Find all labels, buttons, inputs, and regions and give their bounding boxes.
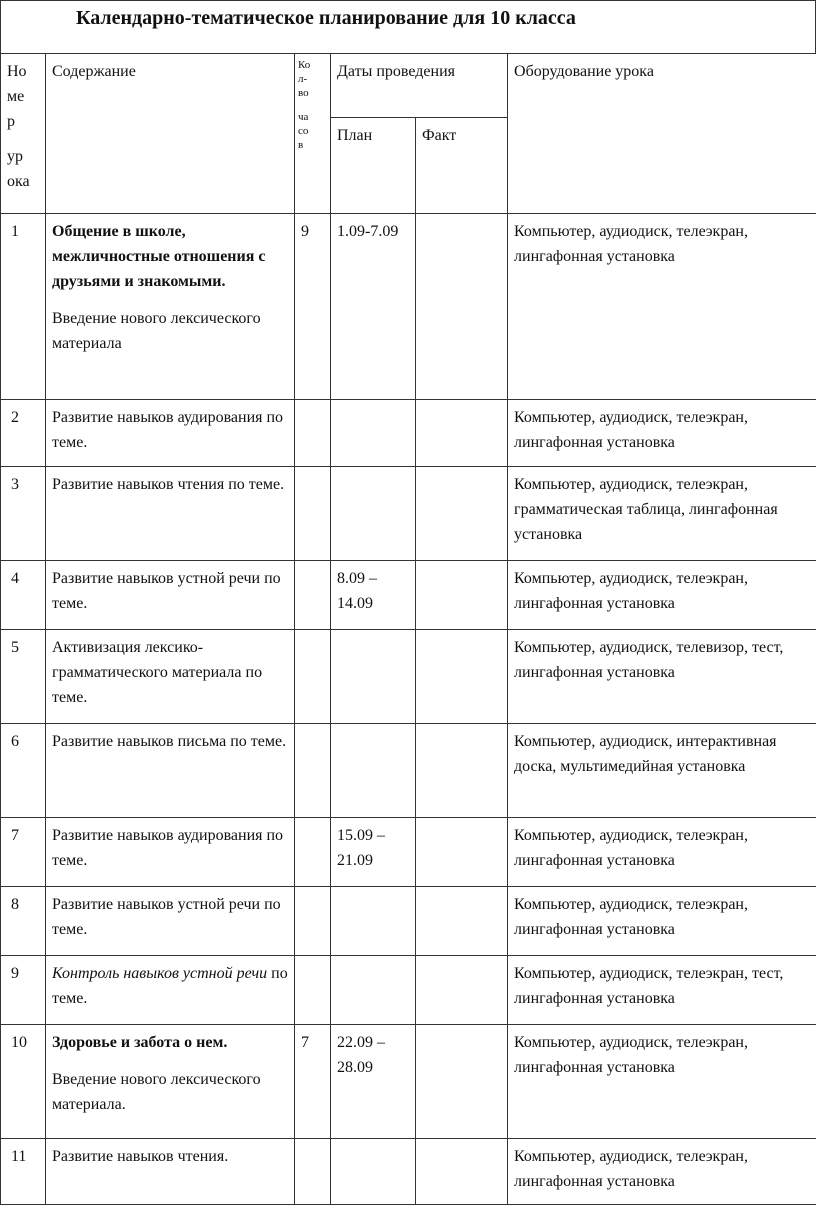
lesson-number: 11 (1, 1139, 46, 1205)
lesson-hours (295, 400, 331, 467)
lesson-hours (295, 1139, 331, 1205)
lesson-equipment: Компьютер, аудиодиск, телеэкран, лингафонная установка (508, 214, 816, 400)
header-num-gap (7, 134, 40, 144)
header-hours-line: Ко (298, 59, 311, 71)
header-num-line: р (7, 113, 15, 130)
lesson-hours: 9 (295, 214, 331, 400)
table-row (1, 214, 816, 400)
lesson-fact-date (416, 818, 508, 887)
lesson-content: Развитие навыков аудирования по теме. (46, 818, 295, 887)
lesson-equipment: Компьютер, аудиодиск, телевизор, тест, лингафонная установка (508, 630, 816, 724)
lesson-plan-date (331, 887, 416, 956)
header-hours-line: л- (298, 73, 308, 85)
lesson-hours (295, 887, 331, 956)
lesson-content: Развитие навыков чтения. (46, 1139, 295, 1205)
lesson-hours: 7 (295, 1025, 331, 1139)
lesson-fact-date (416, 630, 508, 724)
lesson-number: 3 (1, 467, 46, 561)
lesson-hours (295, 818, 331, 887)
header-hours-line: во (298, 87, 309, 99)
lesson-content-italic: Контроль навыков устной речи (52, 965, 268, 982)
table-row (1, 1025, 816, 1139)
lesson-fact-date (416, 724, 508, 818)
header-fact: Факт (416, 118, 508, 214)
lesson-fact-date (416, 214, 508, 400)
header-hours-line: ча (298, 111, 309, 123)
lesson-content: Активизация лексико-грамматического материала по теме. (46, 630, 295, 724)
lesson-content (46, 214, 295, 400)
lesson-description: Введение нового лексического материала. (52, 1071, 261, 1113)
lesson-content (46, 1025, 295, 1139)
lesson-fact-date (416, 1025, 508, 1139)
header-hours-line: со (298, 125, 309, 137)
header-content: Содержание (46, 54, 295, 214)
lesson-equipment: Компьютер, аудиодиск, телеэкран, лингафонная установка (508, 1139, 816, 1205)
lesson-equipment: Компьютер, аудиодиск, телеэкран, лингафонная установка (508, 400, 816, 467)
lesson-number: 2 (1, 400, 46, 467)
lesson-content (46, 956, 295, 1025)
header-hours-gap (298, 100, 328, 110)
header-row (1, 54, 816, 118)
lesson-description: Введение нового лексического материала (52, 310, 261, 352)
lesson-equipment: Компьютер, аудиодиск, телеэкран, лингафонная установка (508, 561, 816, 630)
lesson-number: 6 (1, 724, 46, 818)
lesson-content-rest: по теме. (52, 965, 288, 1007)
lesson-fact-date (416, 561, 508, 630)
schedule-table (0, 53, 816, 1205)
lesson-equipment: Компьютер, аудиодиск, интерактивная доска, мультимедийная установка (508, 724, 816, 818)
table-row (1, 630, 816, 724)
table-row (1, 561, 816, 630)
lesson-hours (295, 956, 331, 1025)
lesson-hours (295, 561, 331, 630)
lesson-number: 10 (1, 1025, 46, 1139)
lesson-plan-date: 1.09-7.09 (331, 214, 416, 400)
lesson-number: 9 (1, 956, 46, 1025)
lesson-number: 4 (1, 561, 46, 630)
lesson-equipment: Компьютер, аудиодиск, телеэкран, лингафонная установка (508, 818, 816, 887)
lesson-plan-date (331, 467, 416, 561)
lesson-plan-date (331, 724, 416, 818)
lesson-content: Развитие навыков аудирования по теме. (46, 400, 295, 467)
lesson-hours (295, 467, 331, 561)
header-dates: Даты проведения (331, 54, 508, 118)
table-row (1, 467, 816, 561)
lesson-topic: Общение в школе, межличностные отношения с друзьями и знакомыми. (52, 223, 266, 290)
lesson-topic: Здоровье и забота о нем. (52, 1034, 228, 1051)
lesson-number: 1 (1, 214, 46, 400)
header-num-line: Но (7, 63, 27, 80)
table-row (1, 1139, 816, 1205)
lesson-content: Развитие навыков чтения по теме. (46, 467, 295, 561)
header-equipment: Оборудование урока (508, 54, 816, 214)
table-row (1, 818, 816, 887)
lesson-fact-date (416, 467, 508, 561)
header-num-line: ока (7, 173, 30, 190)
lesson-content: Развитие навыков письма по теме. (46, 724, 295, 818)
page-title: Календарно-тематическое планирование для 10 класса (76, 7, 576, 29)
lesson-plan-date (331, 400, 416, 467)
lesson-hours (295, 724, 331, 818)
header-plan: План (331, 118, 416, 214)
lesson-fact-date (416, 1139, 508, 1205)
lesson-plan-date: 8.09 – 14.09 (331, 561, 416, 630)
table-row (1, 887, 816, 956)
lesson-plan-date (331, 956, 416, 1025)
lesson-plan-date (331, 630, 416, 724)
lesson-equipment: Компьютер, аудиодиск, телеэкран, грамматическая таблица, лингафонная установка (508, 467, 816, 561)
header-num-line: ур (7, 148, 23, 165)
header-hours (295, 54, 331, 214)
lesson-content: Развитие навыков устной речи по теме. (46, 887, 295, 956)
lesson-plan-date (331, 1139, 416, 1205)
lesson-content: Развитие навыков устной речи по теме. (46, 561, 295, 630)
lesson-equipment: Компьютер, аудиодиск, телеэкран, лингафонная установка (508, 887, 816, 956)
lesson-fact-date (416, 400, 508, 467)
lesson-plan-date: 22.09 – 28.09 (331, 1025, 416, 1139)
lesson-number: 7 (1, 818, 46, 887)
lesson-fact-date (416, 956, 508, 1025)
table-row (1, 724, 816, 818)
lesson-fact-date (416, 887, 508, 956)
lesson-equipment: Компьютер, аудиодиск, телеэкран, лингафонная установка (508, 1025, 816, 1139)
table-row (1, 956, 816, 1025)
lesson-plan-date: 15.09 – 21.09 (331, 818, 416, 887)
lesson-equipment: Компьютер, аудиодиск, телеэкран, тест, лингафонная установка (508, 956, 816, 1025)
header-num-line: ме (7, 88, 25, 105)
header-hours-line: в (298, 139, 304, 151)
lesson-number: 8 (1, 887, 46, 956)
title-cell (0, 0, 816, 53)
lesson-hours (295, 630, 331, 724)
table-row (1, 400, 816, 467)
header-lesson-number (1, 54, 46, 214)
lesson-number: 5 (1, 630, 46, 724)
table-body (1, 54, 816, 1205)
